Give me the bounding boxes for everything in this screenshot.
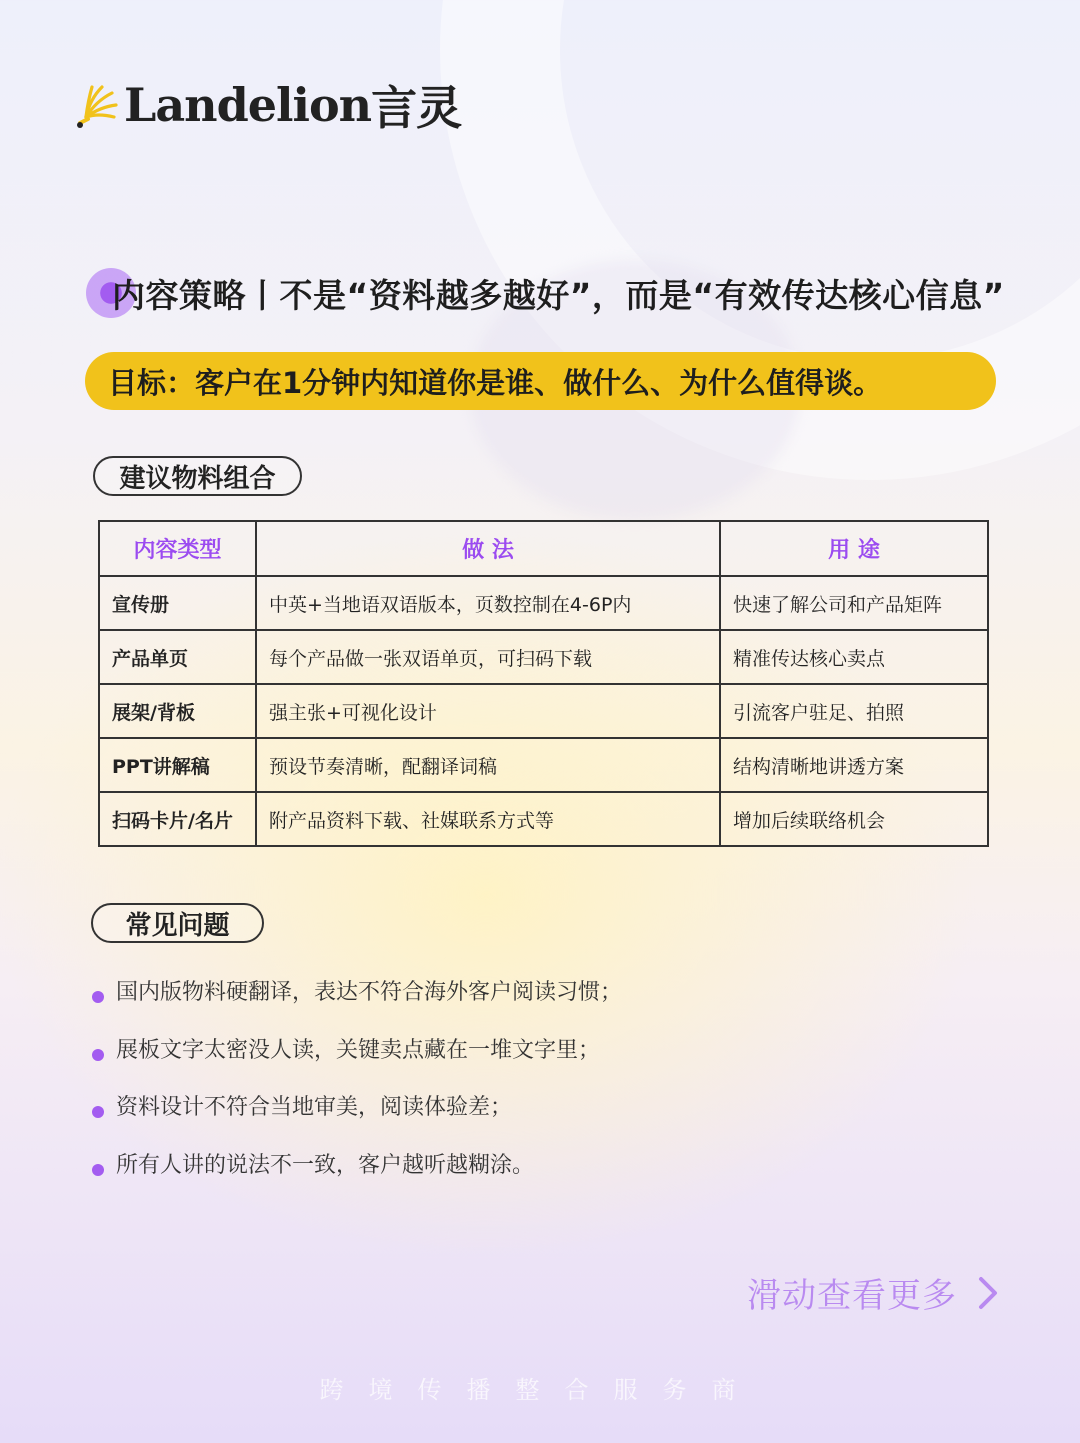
list-item bbox=[90, 1033, 622, 1091]
problem-text: 资料设计不符合当地审美，阅读体验差； bbox=[116, 1095, 513, 1120]
section-title-materials: 建议物料组合 bbox=[93, 456, 302, 496]
materials-table bbox=[98, 520, 989, 847]
table-row bbox=[99, 576, 988, 630]
table-row bbox=[99, 630, 988, 684]
brand-name-cn: 言灵 bbox=[371, 81, 462, 135]
table-header-row bbox=[99, 521, 988, 576]
footer-tagline: 跨境传播整合服务商 bbox=[319, 1376, 761, 1404]
list-item bbox=[90, 975, 622, 1033]
problem-text: 所有人讲的说法不一致，客户越听越糊涂。 bbox=[116, 1152, 535, 1178]
cell-type: 扫码卡片/名片 bbox=[99, 792, 256, 846]
bullet-dot bbox=[92, 1164, 104, 1176]
cell-use: 快速了解公司和产品矩阵 bbox=[720, 576, 988, 630]
cell-use: 结构清晰地讲透方案 bbox=[720, 738, 988, 792]
swipe-more-button[interactable] bbox=[747, 1268, 1001, 1317]
cell-method: 中英+当地语双语版本，页数控制在4-6P内 bbox=[256, 576, 720, 630]
cell-method: 强主张+可视化设计 bbox=[256, 684, 720, 738]
brand-logo bbox=[76, 72, 461, 138]
chevron-right-icon bbox=[975, 1273, 1001, 1313]
section-title-problems: 常见问题 bbox=[91, 903, 264, 943]
cell-type: 宣传册 bbox=[99, 576, 256, 630]
brand-name-latin: Landelion bbox=[124, 78, 372, 132]
goal-banner bbox=[85, 352, 996, 410]
table-row bbox=[99, 792, 988, 846]
cell-use: 精准传达核心卖点 bbox=[720, 630, 988, 684]
cell-method: 附产品资料下载、社媒联系方式等 bbox=[256, 792, 720, 846]
bullet-dot bbox=[92, 1106, 104, 1118]
problem-text: 国内版物料硬翻译，表达不符合海外客户阅读习惯； bbox=[116, 980, 623, 1005]
problems-list bbox=[90, 975, 622, 1205]
goal-text: 目标：客户在1分钟内知道你是谁、做什么、为什么值得谈。 bbox=[108, 365, 883, 400]
cell-type: 展架/背板 bbox=[99, 684, 256, 738]
bullet-dot bbox=[92, 1049, 104, 1061]
cell-type: 产品单页 bbox=[99, 630, 256, 684]
cell-use: 增加后续联络机会 bbox=[720, 792, 988, 846]
table-row bbox=[99, 684, 988, 738]
cell-type: PPT讲解稿 bbox=[99, 738, 256, 792]
table-row bbox=[99, 738, 988, 792]
problem-text: 展板文字太密没人读，关键卖点藏在一堆文字里； bbox=[116, 1037, 601, 1063]
list-item bbox=[90, 1148, 622, 1206]
page-headline: 内容策略丨不是“资料越多越好”，而是“有效传达核心信息” bbox=[112, 276, 1005, 315]
list-item bbox=[90, 1090, 622, 1148]
cell-method: 每个产品做一张双语单页，可扫码下载 bbox=[256, 630, 720, 684]
header-type: 内容类型 bbox=[99, 521, 256, 576]
header-method: 做 法 bbox=[256, 521, 720, 576]
bullet-dot bbox=[92, 991, 104, 1003]
swipe-more-label: 滑动查看更多 bbox=[747, 1276, 957, 1316]
header-use: 用 途 bbox=[720, 521, 988, 576]
cell-method: 预设节奏清晰，配翻译词稿 bbox=[256, 738, 720, 792]
shell-logo-icon bbox=[76, 79, 120, 131]
cell-use: 引流客户驻足、拍照 bbox=[720, 684, 988, 738]
